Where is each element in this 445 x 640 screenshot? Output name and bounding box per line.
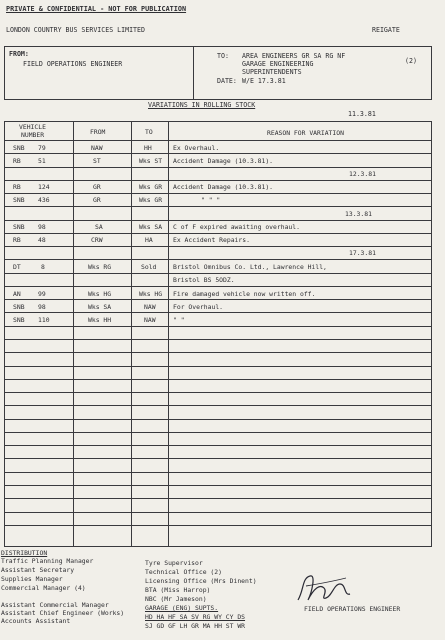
date-label: DATE: xyxy=(217,77,237,85)
row-7-type: DT xyxy=(13,263,21,271)
dist-left-2: Assistant Secretary xyxy=(1,566,75,574)
row-1-type: SNB xyxy=(13,144,25,152)
dist-left-5: Assistant Commercial Manager xyxy=(1,601,109,609)
row-10-reason: For Overhaul. xyxy=(173,303,224,311)
row-10-to: NAW xyxy=(144,303,156,311)
row-7-to: Sold xyxy=(141,263,157,271)
dist-left-7: Accounts Assistant xyxy=(1,617,71,625)
signature-title: FIELD OPERATIONS ENGINEER xyxy=(304,605,401,613)
row-10-from: Wks SA xyxy=(88,303,112,311)
handwritten-signature xyxy=(290,566,354,610)
row-9-from: Wks HG xyxy=(88,290,112,298)
dist-left-6: Assistant Chief Engineer (Works) xyxy=(1,609,125,617)
header-from: FROM xyxy=(90,128,106,136)
row-6-type: RB xyxy=(13,236,21,244)
to-line-2: GARAGE ENGINEERING xyxy=(242,60,314,68)
row-3-to: Wks GR xyxy=(139,183,163,191)
document-title: VARIATIONS IN ROLLING STOCK xyxy=(148,101,256,109)
row-4-num: 436 xyxy=(38,196,50,204)
row-5-to: Wks SA xyxy=(139,223,163,231)
to-line-1: AREA ENGINEERS GR SA RG NF xyxy=(242,52,346,60)
row-3-num: 124 xyxy=(38,183,50,191)
date-12-3-81: 12.3.81 xyxy=(349,170,376,178)
dist-right-2: Technical Office (2) xyxy=(145,568,222,576)
row-3-from: GR xyxy=(93,183,101,191)
dist-right-1: Tyre Supervisor xyxy=(145,559,203,567)
distribution-heading: DISTRIBUTION xyxy=(1,549,48,557)
row-1-to: HH xyxy=(144,144,152,152)
memo-header-box xyxy=(4,46,432,100)
row-9-to: Wks HG xyxy=(139,290,163,298)
to-line-3: SUPERINTENDENTS xyxy=(242,68,302,76)
header-vehicle: VEHICLE xyxy=(19,123,46,131)
row-11-num: 110 xyxy=(38,316,50,324)
row-6-from: CRW xyxy=(91,236,103,244)
row-10-num: 98 xyxy=(38,303,46,311)
row-5-from: SA xyxy=(95,223,103,231)
header-to: TO xyxy=(145,128,153,136)
row-1-from: NAW xyxy=(91,144,103,152)
row-11-from: Wks HH xyxy=(88,316,112,324)
row-4-type: SNB xyxy=(13,196,25,204)
dist-left-1: Traffic Planning Manager xyxy=(1,557,94,565)
to-label: TO: xyxy=(217,52,229,60)
dist-right-3: Licensing Office (Mrs Dinent) xyxy=(145,577,257,585)
row-4-reason: " " " xyxy=(201,196,221,204)
date-13-3-81: 13.3.81 xyxy=(345,210,372,218)
row-11-to: NAW xyxy=(144,316,156,324)
company-name: LONDON COUNTRY BUS SERVICES LIMITED xyxy=(6,26,145,34)
date-value: W/E 17.3.81 xyxy=(242,77,286,85)
dist-right-5: NBC (Mr Jameson) xyxy=(145,595,207,603)
dist-right-6: GARAGE (ENG) SUPTS. xyxy=(145,604,219,612)
row-1-reason: Ex Overhaul. xyxy=(173,144,220,152)
from-value: FIELD OPERATIONS ENGINEER xyxy=(23,60,123,68)
row-3-reason: Accident Damage (10.3.81). xyxy=(173,183,274,191)
header-number: NUMBER xyxy=(21,131,45,139)
row-2-type: RB xyxy=(13,157,21,165)
dist-right-8: SJ GD GF LH GR MA HH ST WR xyxy=(145,622,246,630)
date-11-3-81: 11.3.81 xyxy=(348,110,376,118)
row-5-num: 98 xyxy=(38,223,46,231)
row-9-reason: Fire damaged vehicle now written off. xyxy=(173,290,316,298)
row-2-num: 51 xyxy=(38,157,46,165)
dist-left-3: Supplies Manager xyxy=(1,575,63,583)
row-5-type: SNB xyxy=(13,223,25,231)
date-17-3-81: 17.3.81 xyxy=(349,249,376,257)
confidential-notice: PRIVATE & CONFIDENTIAL - NOT FOR PUBLICATION xyxy=(6,5,187,13)
row-9-type: AN xyxy=(13,290,21,298)
row-7-from: Wks RG xyxy=(88,263,112,271)
row-8-reason: Bristol BS 5ODZ. xyxy=(173,276,235,284)
from-label: FROM: xyxy=(9,50,29,58)
row-6-num: 48 xyxy=(38,236,46,244)
row-2-reason: Accident Damage (10.3.81). xyxy=(173,157,274,165)
row-6-to: HA xyxy=(145,236,153,244)
row-2-to: Wks ST xyxy=(139,157,163,165)
location: REIGATE xyxy=(372,26,400,34)
row-6-reason: Ex Accident Repairs. xyxy=(173,236,250,244)
row-4-from: GR xyxy=(93,196,101,204)
row-9-num: 99 xyxy=(38,290,46,298)
row-7-reason: Bristol Omnibus Co. Ltd., Lawrence Hill, xyxy=(173,263,327,271)
row-4-to: Wks GR xyxy=(139,196,163,204)
row-11-reason: " " xyxy=(173,316,185,324)
row-3-type: RB xyxy=(13,183,21,191)
dist-left-4: Commercial Manager (4) xyxy=(1,584,86,592)
row-5-reason: C of F expired awaiting overhaul. xyxy=(173,223,300,231)
rolling-stock-table xyxy=(4,121,432,547)
header-reason: REASON FOR VARIATION xyxy=(267,129,344,137)
row-2-from: ST xyxy=(93,157,101,165)
row-10-type: SNB xyxy=(13,303,25,311)
row-1-num: 79 xyxy=(38,144,46,152)
page-number: (2) xyxy=(405,57,417,65)
dist-right-7: HD HA HF SA SV RG WY CY DS xyxy=(145,613,246,621)
row-11-type: SNB xyxy=(13,316,25,324)
row-7-num: 8 xyxy=(41,263,45,271)
dist-right-4: BTA (Miss Harrop) xyxy=(145,586,211,594)
